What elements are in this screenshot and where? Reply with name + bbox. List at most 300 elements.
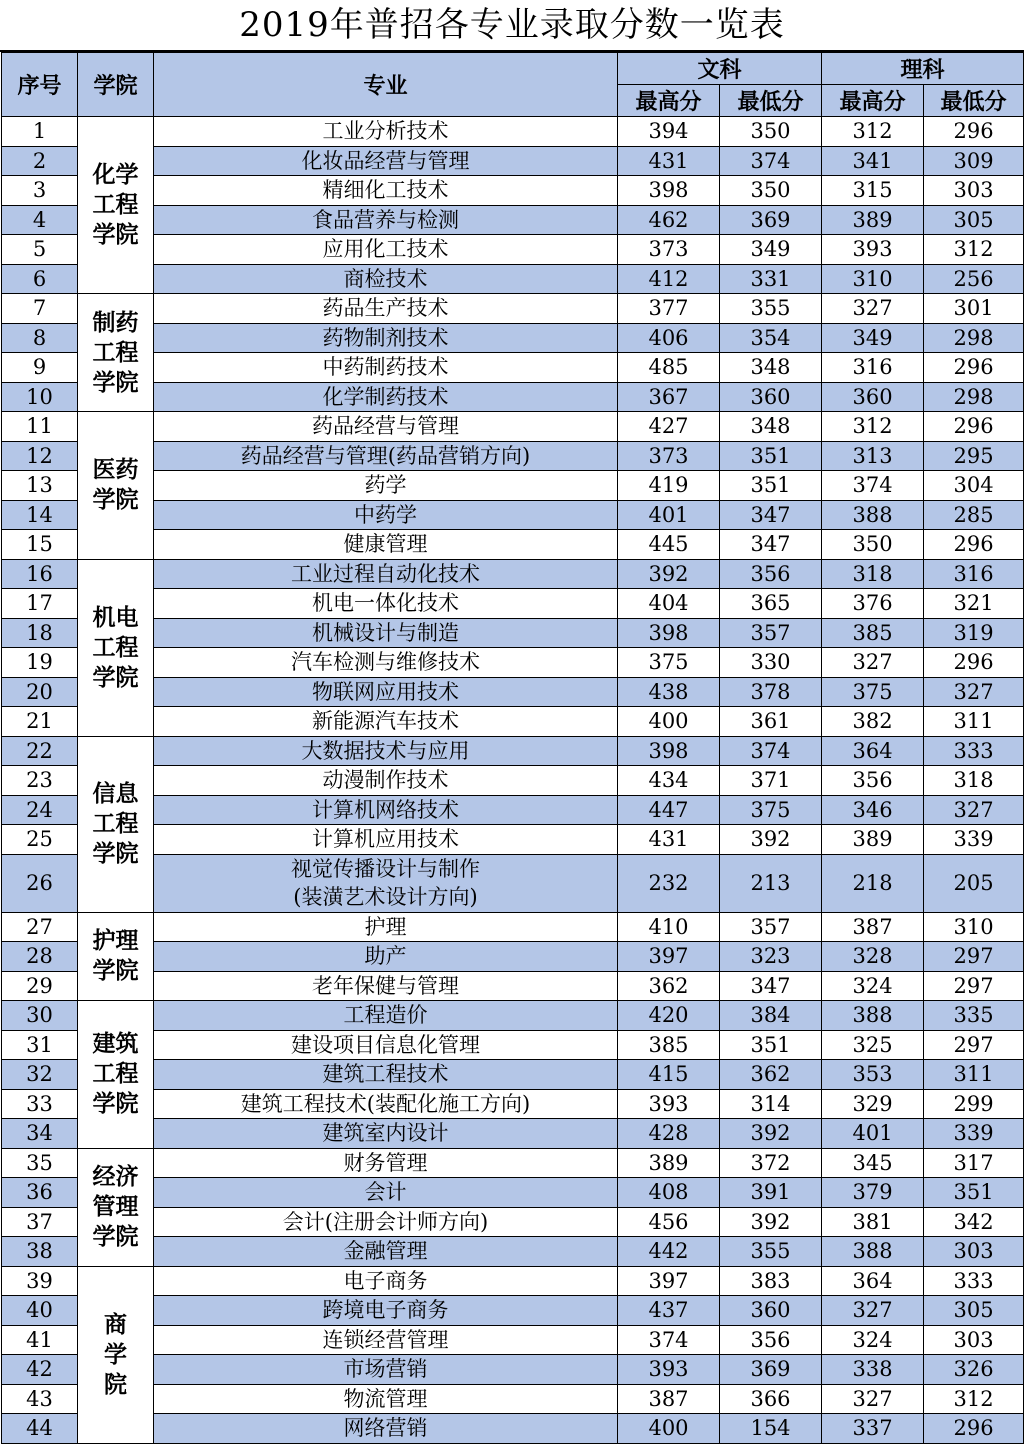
science-min-cell: 295 [924, 441, 1024, 471]
arts-max-cell: 373 [618, 235, 720, 265]
science-max-cell: 364 [822, 736, 924, 766]
arts-min-cell: 372 [720, 1148, 822, 1178]
science-max-cell: 341 [822, 146, 924, 176]
major-cell [154, 500, 618, 530]
arts-max-cell: 427 [618, 412, 720, 442]
science-max-cell: 356 [822, 766, 924, 796]
arts-min-cell: 375 [720, 795, 822, 825]
science-max-cell: 346 [822, 795, 924, 825]
arts-max-cell: 431 [618, 825, 720, 855]
table-row [2, 353, 1024, 383]
science-min-cell: 327 [924, 795, 1024, 825]
seq-cell: 21 [2, 707, 78, 737]
major-name: 市场营销 [343, 1357, 428, 1382]
header-seq: 序号 [2, 53, 78, 117]
science-min-cell: 333 [924, 736, 1024, 766]
seq-cell: 43 [2, 1384, 78, 1414]
table-row [2, 795, 1024, 825]
college-cell [78, 912, 154, 1001]
table-row [2, 1237, 1024, 1267]
seq-cell: 1 [2, 117, 78, 147]
major-cell [154, 912, 618, 942]
table-row [2, 618, 1024, 648]
major-name: 跨境电子商务 [322, 1298, 449, 1323]
arts-min-cell: 154 [720, 1414, 822, 1444]
science-min-cell: 311 [924, 707, 1024, 737]
college-cell [78, 1148, 154, 1266]
table-row [2, 235, 1024, 265]
science-min-cell: 296 [924, 117, 1024, 147]
major-cell [154, 382, 618, 412]
table-row [2, 1030, 1024, 1060]
major-cell [154, 205, 618, 235]
major-name: 会计(注册会计师方向) [282, 1209, 489, 1234]
major-name: 会计 [364, 1180, 407, 1205]
arts-max-cell: 394 [618, 117, 720, 147]
major-name: 化学制药技术 [322, 384, 449, 409]
major-cell [154, 1148, 618, 1178]
college-name-line: 信息 [92, 780, 139, 807]
science-max-cell: 376 [822, 589, 924, 619]
table-row [2, 323, 1024, 353]
major-cell [154, 766, 618, 796]
arts-min-cell: 213 [720, 854, 822, 912]
seq-cell: 39 [2, 1266, 78, 1296]
major-cell [154, 1001, 618, 1031]
arts-min-cell: 357 [720, 912, 822, 942]
arts-max-cell: 442 [618, 1237, 720, 1267]
table-body [2, 117, 1024, 1444]
seq-cell: 8 [2, 323, 78, 353]
seq-cell: 5 [2, 235, 78, 265]
science-min-cell: 312 [924, 1384, 1024, 1414]
science-max-cell: 312 [822, 117, 924, 147]
table-row [2, 766, 1024, 796]
major-cell [154, 471, 618, 501]
major-name: 连锁经营管理 [322, 1327, 449, 1352]
major-cell [154, 1237, 618, 1267]
major-name: 财务管理 [343, 1150, 428, 1175]
arts-max-cell: 485 [618, 353, 720, 383]
science-max-cell: 316 [822, 353, 924, 383]
arts-max-cell: 387 [618, 1384, 720, 1414]
arts-min-cell: 347 [720, 530, 822, 560]
major-name: 中药学 [354, 502, 417, 527]
table-row [2, 1296, 1024, 1326]
arts-min-cell: 314 [720, 1089, 822, 1119]
arts-max-cell: 445 [618, 530, 720, 560]
arts-max-cell: 419 [618, 471, 720, 501]
major-name: 建设项目信息化管理 [291, 1032, 480, 1057]
science-max-cell: 218 [822, 854, 924, 912]
arts-max-cell: 437 [618, 1296, 720, 1326]
science-min-cell: 298 [924, 382, 1024, 412]
major-cell [154, 854, 618, 912]
arts-min-cell: 331 [720, 264, 822, 294]
major-name: 大数据技术与应用 [301, 738, 470, 763]
science-max-cell: 349 [822, 323, 924, 353]
college-cell [78, 294, 154, 412]
science-min-cell: 301 [924, 294, 1024, 324]
major-name: 网络营销 [343, 1416, 428, 1441]
major-name: 药物制剂技术 [322, 325, 449, 350]
header-college: 学院 [78, 53, 154, 117]
seq-cell: 19 [2, 648, 78, 678]
major-name: 视觉传播设计与制作 [291, 857, 480, 881]
arts-max-cell: 428 [618, 1119, 720, 1149]
science-min-cell: 297 [924, 1030, 1024, 1060]
major-cell [154, 1060, 618, 1090]
seq-cell: 27 [2, 912, 78, 942]
arts-max-cell: 367 [618, 382, 720, 412]
seq-cell: 2 [2, 146, 78, 176]
college-name-line: 经济 [92, 1163, 139, 1190]
science-max-cell: 393 [822, 235, 924, 265]
science-max-cell: 389 [822, 825, 924, 855]
science-min-cell: 351 [924, 1178, 1024, 1208]
arts-min-cell: 384 [720, 1001, 822, 1031]
science-min-cell: 285 [924, 500, 1024, 530]
arts-min-cell: 374 [720, 736, 822, 766]
science-max-cell: 350 [822, 530, 924, 560]
science-max-cell: 388 [822, 1237, 924, 1267]
college-name-line: 学院 [92, 840, 139, 867]
arts-max-cell: 420 [618, 1001, 720, 1031]
college-name-line: 学院 [92, 1090, 139, 1118]
science-max-cell: 381 [822, 1207, 924, 1237]
seq-cell: 23 [2, 766, 78, 796]
arts-max-cell: 408 [618, 1178, 720, 1208]
college-name-line: 学 [104, 1340, 127, 1368]
science-max-cell: 375 [822, 677, 924, 707]
science-min-cell: 339 [924, 825, 1024, 855]
major-cell [154, 1207, 618, 1237]
college-name-line: 护理 [92, 927, 139, 955]
science-min-cell: 335 [924, 1001, 1024, 1031]
seq-cell: 18 [2, 618, 78, 648]
major-name: 中药制药技术 [322, 355, 449, 380]
arts-max-cell: 462 [618, 205, 720, 235]
arts-min-cell: 356 [720, 1325, 822, 1355]
major-name: 助产 [364, 944, 407, 969]
arts-max-cell: 400 [618, 707, 720, 737]
table-row [2, 707, 1024, 737]
table-row [2, 1178, 1024, 1208]
major-name: 药品生产技术 [322, 296, 449, 321]
science-min-cell: 327 [924, 677, 1024, 707]
major-name: 应用化工技术 [322, 237, 449, 262]
arts-min-cell: 366 [720, 1384, 822, 1414]
table-row [2, 648, 1024, 678]
arts-max-cell: 397 [618, 942, 720, 972]
arts-min-cell: 330 [720, 648, 822, 678]
major-cell [154, 707, 618, 737]
arts-max-cell: 398 [618, 618, 720, 648]
major-cell [154, 1030, 618, 1060]
arts-max-cell: 434 [618, 766, 720, 796]
college-name-line: 工程 [92, 633, 139, 661]
science-max-cell: 364 [822, 1266, 924, 1296]
arts-max-cell: 398 [618, 736, 720, 766]
college-name-line: 医药 [92, 456, 139, 484]
arts-max-cell: 431 [618, 146, 720, 176]
college-name-line: 管理 [92, 1193, 139, 1220]
college-name-line: 学院 [92, 1223, 139, 1250]
seq-cell: 10 [2, 382, 78, 412]
table-row [2, 1325, 1024, 1355]
major-cell [154, 412, 618, 442]
arts-max-cell: 447 [618, 795, 720, 825]
science-min-cell: 296 [924, 1414, 1024, 1444]
science-min-cell: 319 [924, 618, 1024, 648]
arts-min-cell: 355 [720, 294, 822, 324]
science-max-cell: 382 [822, 707, 924, 737]
header-science-max: 最高分 [822, 85, 924, 117]
header-science-min: 最低分 [924, 85, 1024, 117]
major-cell [154, 825, 618, 855]
arts-min-cell: 392 [720, 1119, 822, 1149]
table-row [2, 1001, 1024, 1031]
major-cell [154, 1119, 618, 1149]
major-cell [154, 1355, 618, 1385]
arts-min-cell: 348 [720, 412, 822, 442]
major-name: 药学 [364, 473, 407, 498]
table-row [2, 471, 1024, 501]
major-cell [154, 1089, 618, 1119]
table-row [2, 500, 1024, 530]
table-row [2, 117, 1024, 147]
major-name: 老年保健与管理 [312, 973, 459, 998]
seq-cell: 36 [2, 1178, 78, 1208]
header-arts: 文科 [618, 53, 822, 85]
major-name: 物联网应用技术 [312, 679, 459, 704]
major-cell [154, 117, 618, 147]
seq-cell: 25 [2, 825, 78, 855]
arts-max-cell: 406 [618, 323, 720, 353]
header-arts-max: 最高分 [618, 85, 720, 117]
college-name-line: 学院 [92, 663, 139, 691]
major-cell [154, 146, 618, 176]
arts-max-cell: 362 [618, 971, 720, 1001]
major-name: 化妆品经营与管理 [301, 148, 470, 173]
table-row [2, 382, 1024, 412]
major-name: 健康管理 [343, 532, 428, 557]
science-max-cell: 329 [822, 1089, 924, 1119]
seq-cell: 31 [2, 1030, 78, 1060]
seq-cell: 29 [2, 971, 78, 1001]
major-cell [154, 648, 618, 678]
arts-min-cell: 383 [720, 1266, 822, 1296]
arts-max-cell: 404 [618, 589, 720, 619]
science-max-cell: 313 [822, 441, 924, 471]
science-min-cell: 311 [924, 1060, 1024, 1090]
seq-cell: 40 [2, 1296, 78, 1326]
college-name-line: 学院 [92, 486, 139, 514]
arts-max-cell: 393 [618, 1089, 720, 1119]
science-max-cell: 360 [822, 382, 924, 412]
science-min-cell: 333 [924, 1266, 1024, 1296]
arts-max-cell: 392 [618, 559, 720, 589]
major-cell [154, 1178, 618, 1208]
table-row [2, 971, 1024, 1001]
major-name: 机电一体化技术 [312, 591, 459, 616]
arts-max-cell: 412 [618, 264, 720, 294]
table-row [2, 1266, 1024, 1296]
arts-max-cell: 373 [618, 441, 720, 471]
college-name-line: 学院 [92, 957, 139, 985]
science-max-cell: 315 [822, 176, 924, 206]
seq-cell: 30 [2, 1001, 78, 1031]
seq-cell: 7 [2, 294, 78, 324]
table-row [2, 1089, 1024, 1119]
science-min-cell: 303 [924, 1237, 1024, 1267]
table-row [2, 736, 1024, 766]
science-max-cell: 324 [822, 971, 924, 1001]
science-min-cell: 305 [924, 205, 1024, 235]
science-max-cell: 388 [822, 1001, 924, 1031]
seq-cell: 12 [2, 441, 78, 471]
science-max-cell: 327 [822, 1384, 924, 1414]
science-min-cell: 297 [924, 942, 1024, 972]
college-name-line: 化学 [92, 161, 139, 188]
table-row [2, 205, 1024, 235]
arts-max-cell: 377 [618, 294, 720, 324]
science-max-cell: 374 [822, 471, 924, 501]
page-title: 2019年普招各专业录取分数一览表 [0, 0, 1024, 52]
arts-min-cell: 351 [720, 1030, 822, 1060]
arts-min-cell: 378 [720, 677, 822, 707]
table-row [2, 412, 1024, 442]
arts-min-cell: 369 [720, 205, 822, 235]
major-cell [154, 530, 618, 560]
arts-min-cell: 362 [720, 1060, 822, 1090]
major-name: 建筑工程技术 [322, 1062, 449, 1087]
college-name-line: 商 [104, 1310, 127, 1338]
seq-cell: 6 [2, 264, 78, 294]
seq-cell: 41 [2, 1325, 78, 1355]
table-row [2, 146, 1024, 176]
major-cell [154, 942, 618, 972]
arts-max-cell: 385 [618, 1030, 720, 1060]
seq-cell: 38 [2, 1237, 78, 1267]
major-name: 建筑室内设计 [322, 1121, 449, 1146]
arts-max-cell: 397 [618, 1266, 720, 1296]
major-cell [154, 1414, 618, 1444]
major-name: 物流管理 [343, 1386, 428, 1411]
seq-cell: 44 [2, 1414, 78, 1444]
major-cell [154, 441, 618, 471]
arts-min-cell: 349 [720, 235, 822, 265]
major-cell [154, 323, 618, 353]
college-name-line: 制药 [92, 308, 139, 336]
seq-cell: 37 [2, 1207, 78, 1237]
major-name: 商检技术 [343, 266, 428, 291]
seq-cell: 22 [2, 736, 78, 766]
major-name: 新能源汽车技术 [312, 709, 459, 734]
arts-min-cell: 356 [720, 559, 822, 589]
table-row [2, 176, 1024, 206]
science-min-cell: 326 [924, 1355, 1024, 1385]
header-major: 专业 [154, 53, 618, 117]
college-cell [78, 1266, 154, 1443]
arts-min-cell: 365 [720, 589, 822, 619]
major-cell [154, 1296, 618, 1326]
college-name-line: 学院 [92, 368, 139, 396]
header-science: 理科 [822, 53, 1024, 85]
science-max-cell: 327 [822, 1296, 924, 1326]
science-max-cell: 327 [822, 648, 924, 678]
science-min-cell: 296 [924, 648, 1024, 678]
arts-min-cell: 360 [720, 382, 822, 412]
major-cell [154, 1325, 618, 1355]
major-name: 药品经营与管理 [312, 414, 459, 439]
seq-cell: 35 [2, 1148, 78, 1178]
arts-min-cell: 357 [720, 618, 822, 648]
science-min-cell: 303 [924, 176, 1024, 206]
seq-cell: 34 [2, 1119, 78, 1149]
arts-max-cell: 438 [618, 677, 720, 707]
science-max-cell: 324 [822, 1325, 924, 1355]
science-max-cell: 325 [822, 1030, 924, 1060]
major-name: 计算机网络技术 [312, 797, 459, 822]
major-name: 计算机应用技术 [312, 827, 459, 852]
arts-max-cell: 375 [618, 648, 720, 678]
college-name-line: 工程 [92, 191, 139, 218]
admission-score-table [1, 52, 1024, 1444]
science-max-cell: 379 [822, 1178, 924, 1208]
major-cell [154, 559, 618, 589]
science-min-cell: 310 [924, 912, 1024, 942]
science-max-cell: 389 [822, 205, 924, 235]
college-cell [78, 1001, 154, 1149]
arts-min-cell: 351 [720, 471, 822, 501]
seq-cell: 26 [2, 854, 78, 912]
seq-cell: 4 [2, 205, 78, 235]
table-row [2, 1384, 1024, 1414]
arts-min-cell: 323 [720, 942, 822, 972]
college-cell [78, 412, 154, 560]
seq-cell: 15 [2, 530, 78, 560]
major-name: 护理 [364, 914, 407, 939]
arts-min-cell: 350 [720, 176, 822, 206]
arts-max-cell: 374 [618, 1325, 720, 1355]
major-cell [154, 736, 618, 766]
science-max-cell: 328 [822, 942, 924, 972]
seq-cell: 20 [2, 677, 78, 707]
major-name: 金融管理 [343, 1239, 428, 1264]
science-min-cell: 339 [924, 1119, 1024, 1149]
science-max-cell: 310 [822, 264, 924, 294]
arts-min-cell: 350 [720, 117, 822, 147]
science-max-cell: 338 [822, 1355, 924, 1385]
science-max-cell: 312 [822, 412, 924, 442]
table-row [2, 559, 1024, 589]
arts-max-cell: 410 [618, 912, 720, 942]
major-cell [154, 677, 618, 707]
seq-cell: 11 [2, 412, 78, 442]
major-cell [154, 589, 618, 619]
science-min-cell: 299 [924, 1089, 1024, 1119]
arts-min-cell: 392 [720, 825, 822, 855]
science-min-cell: 316 [924, 559, 1024, 589]
science-min-cell: 317 [924, 1148, 1024, 1178]
science-min-cell: 205 [924, 854, 1024, 912]
science-min-cell: 318 [924, 766, 1024, 796]
science-max-cell: 345 [822, 1148, 924, 1178]
major-cell [154, 971, 618, 1001]
college-cell [78, 559, 154, 736]
seq-cell: 32 [2, 1060, 78, 1090]
